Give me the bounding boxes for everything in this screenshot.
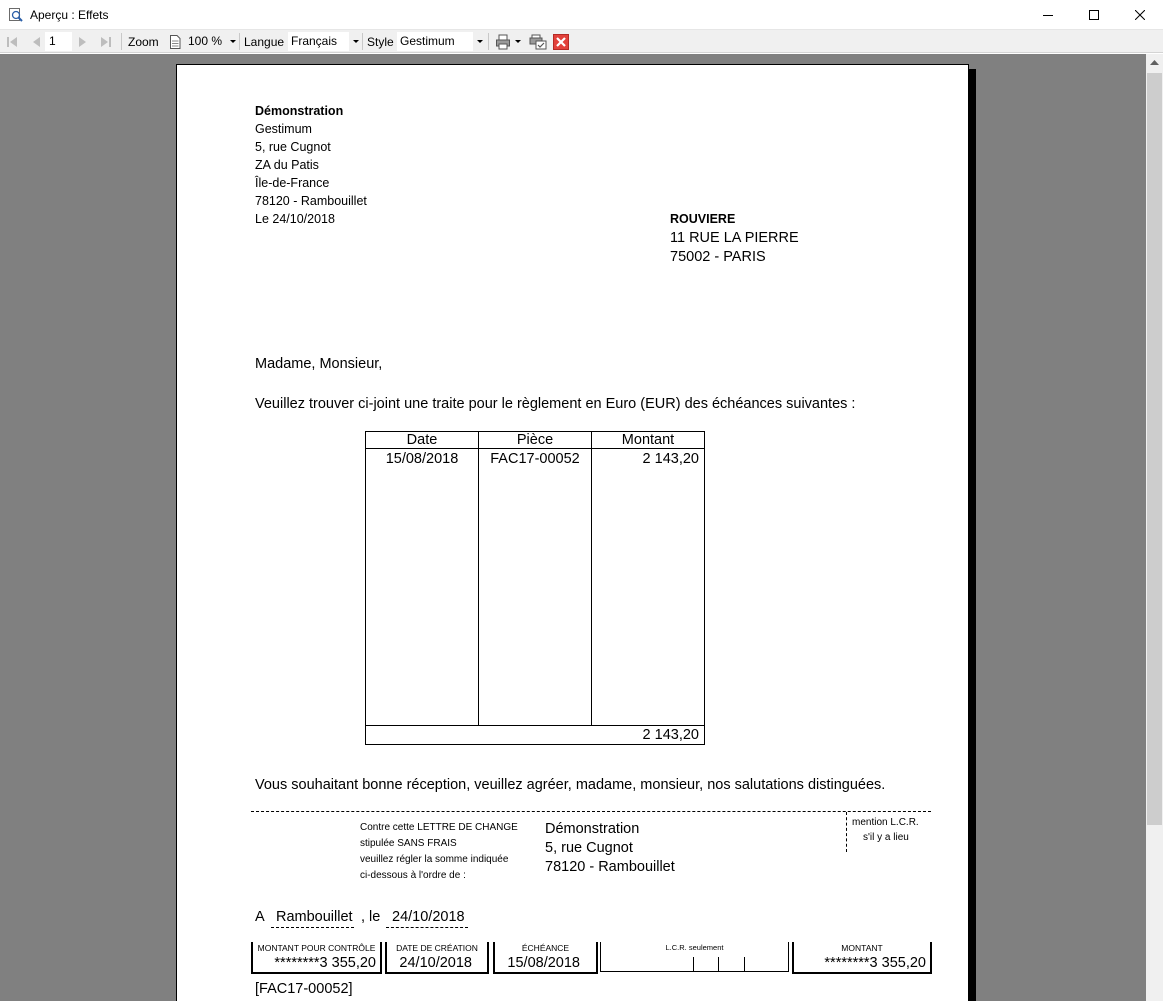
sender-area: ZA du Patis — [255, 158, 319, 172]
first-page-button[interactable] — [6, 30, 18, 53]
amount-label: MONTANT — [841, 943, 883, 953]
lcr-mention-text: s'il y a lieu — [863, 832, 909, 843]
preview-area — [0, 54, 1146, 1001]
row-amount: 2 143,20 — [642, 451, 699, 467]
date-prefix: , le — [361, 909, 381, 925]
title-bar — [0, 0, 1163, 30]
date-underline — [386, 927, 468, 928]
draft-instruction-line: ci-dessous à l'ordre de : — [360, 870, 466, 881]
language-select[interactable]: Français — [288, 32, 349, 51]
previous-page-icon — [30, 36, 42, 48]
lcr-only-label: L.C.R. seulement — [665, 943, 724, 952]
table-header-amount: Montant — [621, 432, 675, 448]
sender-street: 5, rue Cugnot — [255, 140, 331, 154]
payee-name: Démonstration — [545, 821, 640, 837]
draft-instruction-line: veuillez régler la somme indiquée — [360, 854, 509, 865]
minimize-icon — [1043, 10, 1053, 20]
place-prefix: A — [255, 909, 265, 925]
creation-date-value: 24/10/2018 — [399, 955, 472, 971]
next-page-button[interactable] — [77, 30, 89, 53]
lcr-mention-divider — [846, 812, 847, 852]
table-header-date: Date — [406, 432, 438, 448]
control-amount-label: MONTANT POUR CONTRÔLE — [257, 943, 376, 953]
window-title: Aperçu : Effets — [30, 8, 109, 22]
recipient-city: 75002 - PARIS — [670, 249, 766, 265]
due-date-box — [493, 942, 598, 974]
previous-page-button[interactable] — [30, 30, 42, 53]
table-header-piece: Pièce — [516, 432, 554, 448]
print-options-button[interactable] — [515, 30, 521, 53]
style-label: Style — [367, 34, 394, 49]
page-icon — [169, 30, 181, 53]
control-amount-box — [251, 942, 382, 974]
toolbar-separator — [121, 33, 122, 50]
zoom-select[interactable]: 100 % — [188, 34, 223, 48]
first-page-icon — [6, 36, 18, 48]
table-total: 2 143,20 — [642, 727, 699, 743]
payee-city: 78120 - Rambouillet — [545, 859, 675, 875]
recipient-street: 11 RUE LA PIERRE — [670, 230, 799, 246]
style-select[interactable]: Gestimum — [397, 32, 473, 51]
sender-name: Démonstration — [255, 104, 344, 118]
print-setup-button[interactable] — [529, 30, 547, 53]
amount-box — [792, 942, 932, 974]
row-date: 15/08/2018 — [385, 451, 459, 467]
draft-place: Rambouillet — [276, 909, 353, 925]
cut-line — [251, 811, 931, 812]
zoom-dropdown-button[interactable] — [227, 32, 238, 51]
chevron-down-icon — [477, 40, 483, 43]
last-page-icon — [100, 36, 112, 48]
creation-date-box — [385, 942, 489, 974]
draft-reference: [FAC17-00052] — [255, 981, 353, 997]
next-page-icon — [77, 36, 89, 48]
place-underline — [271, 927, 354, 928]
close-window-button[interactable] — [1117, 0, 1163, 30]
style-dropdown-button[interactable] — [474, 32, 485, 51]
due-date-label: ÉCHÉANCE — [521, 943, 570, 953]
maximize-button[interactable] — [1071, 0, 1117, 30]
intro-text: Veuillez trouver ci-joint une traite pour le règlement en Euro (EUR) des échéances suivantes : — [255, 396, 856, 412]
draft-instruction-line: Contre cette LETTRE DE CHANGE — [360, 822, 518, 833]
last-page-button[interactable] — [100, 30, 112, 53]
scroll-up-icon[interactable] — [1150, 60, 1159, 66]
draft-instruction-line: stipulée SANS FRAIS — [360, 838, 457, 849]
preview-magnifier-icon — [8, 7, 24, 23]
lcr-only-box — [600, 942, 789, 972]
sender-company: Gestimum — [255, 122, 312, 136]
sender-region: Île-de-France — [255, 176, 330, 190]
sender-city: 78120 - Rambouillet — [255, 194, 367, 208]
toolbar-separator — [488, 33, 489, 50]
print-button[interactable] — [495, 30, 511, 53]
close-preview-button[interactable] — [553, 30, 569, 53]
print-setup-icon — [529, 34, 547, 50]
close-red-icon — [553, 34, 569, 50]
recipient-name: ROUVIERE — [670, 212, 736, 226]
greeting: Madame, Monsieur, — [255, 356, 383, 372]
page-number-input[interactable]: 1 — [45, 32, 72, 51]
control-amount-value: ********3 355,20 — [274, 955, 376, 971]
creation-date-label: DATE DE CRÉATION — [396, 943, 478, 953]
invoice-table — [365, 431, 705, 745]
toolbar-separator — [239, 33, 240, 50]
row-piece: FAC17-00052 — [490, 451, 580, 467]
amount-value: ********3 355,20 — [824, 955, 926, 971]
maximize-icon — [1089, 10, 1099, 20]
preview-toolbar — [0, 30, 1163, 53]
printer-icon — [495, 34, 511, 50]
chevron-down-icon — [230, 40, 236, 43]
close-icon — [1135, 10, 1145, 20]
vertical-scrollbar[interactable] — [1146, 54, 1163, 1001]
due-date-value: 15/08/2018 — [507, 955, 580, 971]
minimize-button[interactable] — [1025, 0, 1071, 30]
lcr-mention-text: mention L.C.R. — [852, 817, 919, 828]
language-label: Langue — [244, 34, 285, 49]
draft-date: 24/10/2018 — [392, 909, 465, 925]
letter-date: Le 24/10/2018 — [255, 212, 335, 226]
closing-text: Vous souhaitant bonne réception, veuillez agréer, madame, monsieur, nos salutations distinguées. — [255, 777, 886, 793]
language-dropdown-button[interactable] — [350, 32, 361, 51]
zoom-label: Zoom — [128, 34, 159, 49]
toolbar-separator — [362, 33, 363, 50]
chevron-down-icon — [515, 40, 521, 43]
chevron-down-icon — [353, 40, 359, 43]
document-page — [176, 64, 969, 1001]
scrollbar-thumb[interactable] — [1147, 73, 1162, 825]
payee-street: 5, rue Cugnot — [545, 840, 633, 856]
